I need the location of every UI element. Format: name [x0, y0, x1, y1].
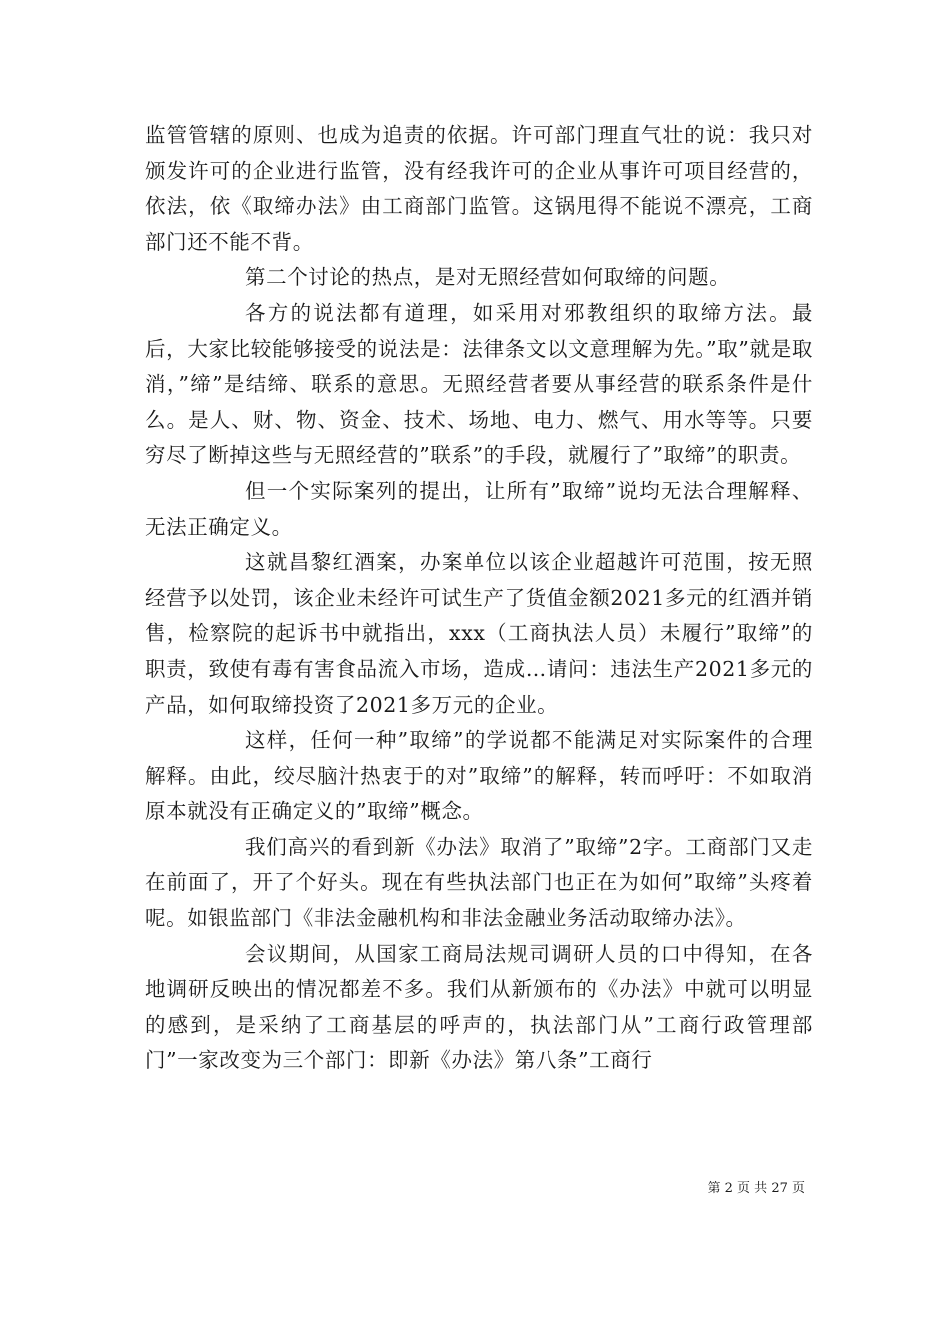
paragraph-2: 第二个讨论的热点，是对无照经营如何取缔的问题。	[245, 265, 731, 290]
paragraph-4: 但一个实际案列的提出，让所有”取缔”说均无法合理解释、无法正确定义。	[145, 478, 813, 539]
paragraph-3: 各方的说法都有道理，如采用对邪教组织的取缔方法。最后，大家比较能够接受的说法是：法律条文以文意理解为先。”取”就是取消，”缔”是结缔、联系的意思。无照经营者要从事经营的联系条件是什么。是人、财、物、资金、技术、场地、电力、燃气、用水等等。只要穷尽了断掉这些与无照经营的”联系”的手段，就履行了”取缔”的职责。	[145, 300, 813, 468]
page-number-footer: 第 2 页 共 27 页	[707, 1181, 805, 1196]
document-body	[145, 118, 813, 1079]
paragraph-6: 这样，任何一种”取缔”的学说都不能满足对实际案件的合理解释。由此，绞尽脑汁热衷于的对”取缔”的解释，转而呼吁：不如取消原本就没有正确定义的”取缔”概念。	[145, 728, 813, 824]
paragraph-8: 会议期间，从国家工商局法规司调研人员的口中得知，在各地调研反映出的情况都差不多。我们从新颁布的《办法》中就可以明显的感到，是采纳了工商基层的呼声的，执法部门从”工商行政管理部门”一家改变为三个部门：即新《办法》第八条”工商行	[145, 941, 813, 1073]
paragraph-5: 这就昌黎红酒案，办案单位以该企业超越许可范围，按无照经营予以处罚，该企业未经许可试生产了货值金额2021多元的红酒并销售，检察院的起诉书中就指出，xxx（工商执法人员）未履行”取缔”的职责，致使有毒有害食品流入市场，造成…请问：违法生产2021多元的产品，如何取缔投资了2021多万元的企业。	[145, 550, 813, 717]
paragraph-7: 我们高兴的看到新《办法》取消了”取缔”2字。工商部门又走在前面了，开了个好头。现在有些执法部门也正在为如何”取缔”头疼着呢。如银监部门《非法金融机构和非法金融业务活动取缔办法》。	[145, 834, 813, 931]
paragraph-1: 监管管辖的原则、也成为追责的依据。许可部门理直气壮的说：我只对颁发许可的企业进行监管，没有经我许可的企业从事许可项目经营的，依法，依《取缔办法》由工商部门监管。这锅甩得不能说不漂亮，工商部门还不能不背。	[145, 123, 813, 254]
